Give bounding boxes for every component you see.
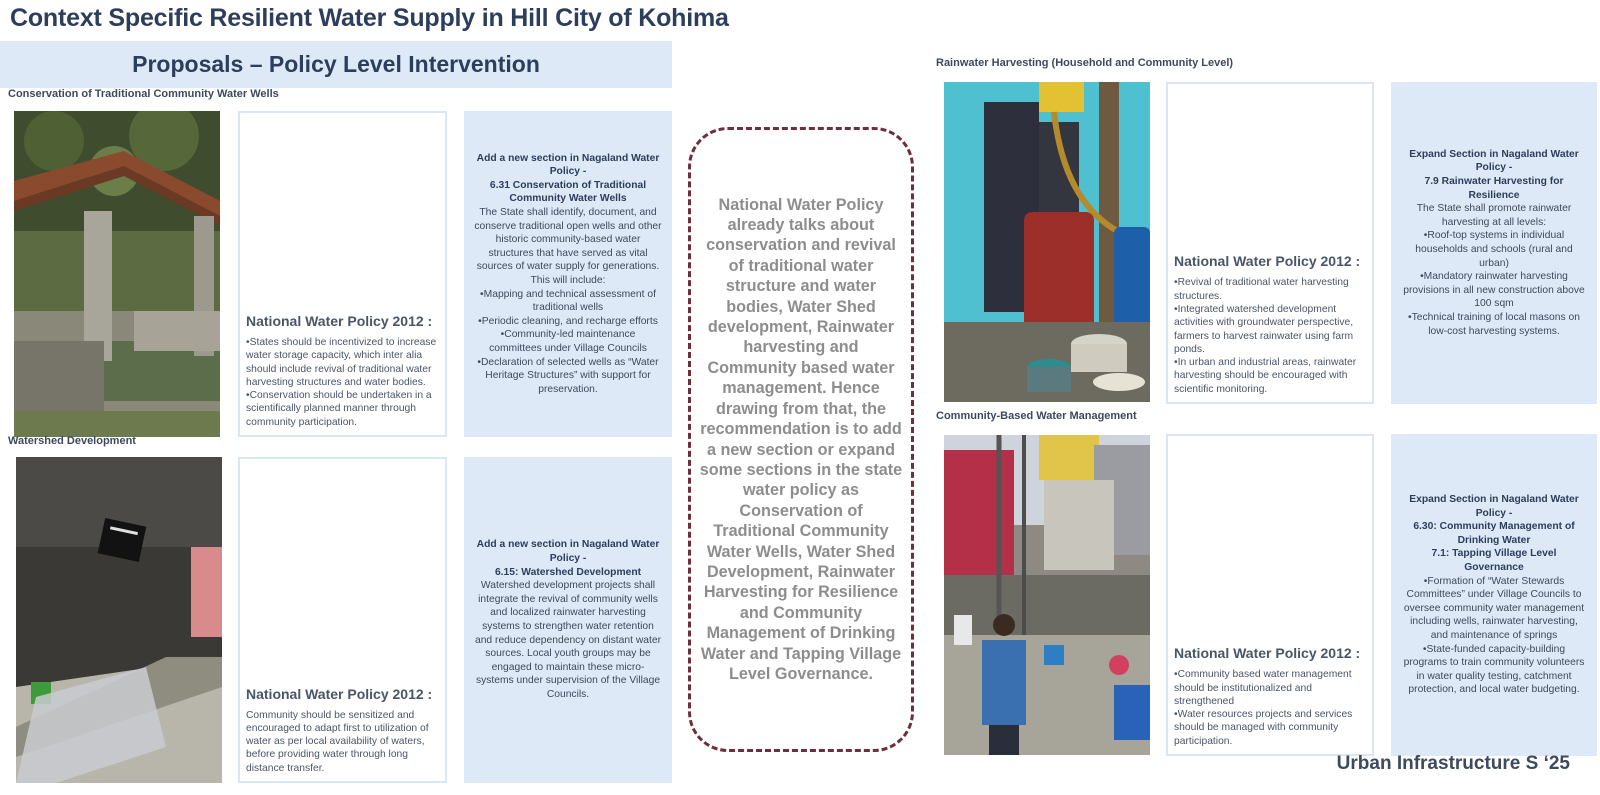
rainwater-nwp-card (1166, 82, 1374, 404)
watershed-proposal-card (464, 457, 672, 783)
proposal-section: 6.31 Conservation of Traditional Community Water Wells (489, 179, 647, 205)
proposal-line: •Roof-top systems in individual households and schools (rural and urban) (1415, 230, 1573, 269)
community-proposal-card (1391, 434, 1597, 756)
proposal-heading: Add a new section in Nagaland Water Policy - (476, 539, 660, 565)
proposal-line: •Periodic cleaning, and recharge efforts (478, 315, 658, 327)
proposal-heading: Expand Section in Nagaland Water Policy - (1409, 494, 1579, 519)
proposal-section: 6.15: Watershed Development (494, 566, 642, 578)
community-nwp-title: National Water Policy 2012 : (1174, 645, 1361, 662)
watershed-nwp-body (246, 709, 439, 775)
watershed-nwp-card (238, 457, 447, 783)
proposal-line: •Declaration of selected wells as “Water Heritage Structures” with support for preservation. (477, 356, 659, 395)
page-title: Context Specific Resilient Water Supply in Hill City of Kohima (10, 4, 729, 32)
community-photo (944, 435, 1150, 755)
proposal-line: This will include: (530, 275, 606, 286)
nwp-line: •States should be incentivized to increase water storage capacity, which inter alia should include revival of traditional water harvesting structures and water bodies. (246, 336, 437, 388)
watershed-photo (16, 457, 222, 783)
well-photo (14, 111, 220, 437)
banner-text: Proposals – Policy Level Intervention (132, 51, 540, 77)
proposal-line: •Technical training of local masons on low-cost harvesting systems. (1408, 311, 1580, 337)
nwp-line: •Water resources projects and services should be managed with community participation. (1174, 709, 1353, 747)
wells-nwp-body (246, 336, 439, 429)
wells-nwp-card (238, 111, 447, 437)
community-label: Community-Based Water Management (936, 410, 1137, 422)
proposal-line: Watershed development projects shall integrate the revival of community wells and localized rainwater harvesting systems to strengthen water retention and reduce dependency on distant water sources. Local youth groups may be engaged to maintain these micro-systems under supervision of the Village Councils. (474, 580, 662, 700)
proposal-line: The State shall promote rainwater harvesting at all levels: (1416, 203, 1572, 228)
wells-proposal-card (464, 111, 672, 437)
proposal-heading: Add a new section in Nagaland Water Policy - (476, 152, 660, 178)
nwp-line: •Community based water management should be institutionalized and strengthened (1174, 669, 1352, 707)
proposal-line: The State shall identify, document, and conserve traditional open wells and other historic community-based water structures that have served as vital sources of water supply for generations. (474, 207, 662, 273)
proposal-section: 7.9 Rainwater Harvesting for Resilience (1424, 176, 1564, 201)
wells-nwp-title: National Water Policy 2012 : (246, 312, 433, 329)
nwp-line: •Revival of traditional water harvesting structures. (1174, 277, 1349, 302)
rainwater-photo (944, 82, 1150, 402)
proposal-line: •Mapping and technical assessment of traditional wells (480, 288, 656, 314)
rainwater-proposal-card (1391, 82, 1597, 404)
footer-label: Urban Infrastructure S ‘25 (1336, 753, 1570, 774)
proposal-section: 6.30: Community Management of Drinking Water (1413, 521, 1575, 546)
section-banner (0, 41, 672, 88)
proposal-line: •Mandatory rainwater harvesting provisions in all new construction above 100 sqm (1403, 271, 1585, 310)
nwp-line: •Integrated watershed development activities with groundwater perspective, farmers to harvest rainwater using farm ponds. (1174, 303, 1354, 355)
community-nwp-body (1174, 668, 1366, 748)
summary-text: National Water Policy already talks about conservation and revival of traditional water structure and water bodies, Water Shed development, Rainwater harvesting and Community based water management. Hence drawing from that, the recommendation is to add a new section or expand some sections in the state water policy as Conservation of Traditional Community Water Wells, Water Shed Development, Rainwater Harvesting for Resilience and Community Management of Drinking Water and Tapping Village Level Governance. (699, 195, 903, 683)
nwp-line: •Conservation should be undertaken in a scientifically planned manner through community participation. (246, 390, 432, 428)
nwp-line: Community should be sensitized and encouraged to adapt first to utilization of water as per local availability of waters, before providing water through long distance transfer. (246, 709, 429, 774)
proposal-line: •Formation of “Water Stewards Committees” under Village Councils to oversee community water management including wells, rainwater harvesting, and maintenance of springs (1403, 575, 1585, 641)
watershed-nwp-title: National Water Policy 2012 : (246, 685, 433, 702)
proposal-line: •Community-led maintenance committees under Village Councils (489, 329, 647, 354)
rainwater-nwp-title: National Water Policy 2012 : (1174, 253, 1361, 270)
rainwater-nwp-body (1174, 276, 1366, 396)
rainwater-label: Rainwater Harvesting (Household and Community Level) (936, 57, 1234, 69)
proposal-section-2: 7.1: Tapping Village Level Governance (1431, 548, 1557, 574)
watershed-label: Watershed Development (8, 435, 136, 447)
nwp-line: •In urban and industrial areas, rainwater harvesting should be encouraged with scientific monitoring. (1174, 357, 1357, 395)
proposal-line: •State-funded capacity-building programs to train community volunteers in water quality testing, catchment protection, and local water budgeting. (1403, 643, 1585, 696)
community-nwp-card (1166, 434, 1374, 756)
wells-label: Conservation of Traditional Community Water Wells (8, 88, 279, 100)
proposal-heading: Expand Section in Nagaland Water Policy - (1409, 148, 1579, 174)
summary-box (688, 127, 914, 752)
